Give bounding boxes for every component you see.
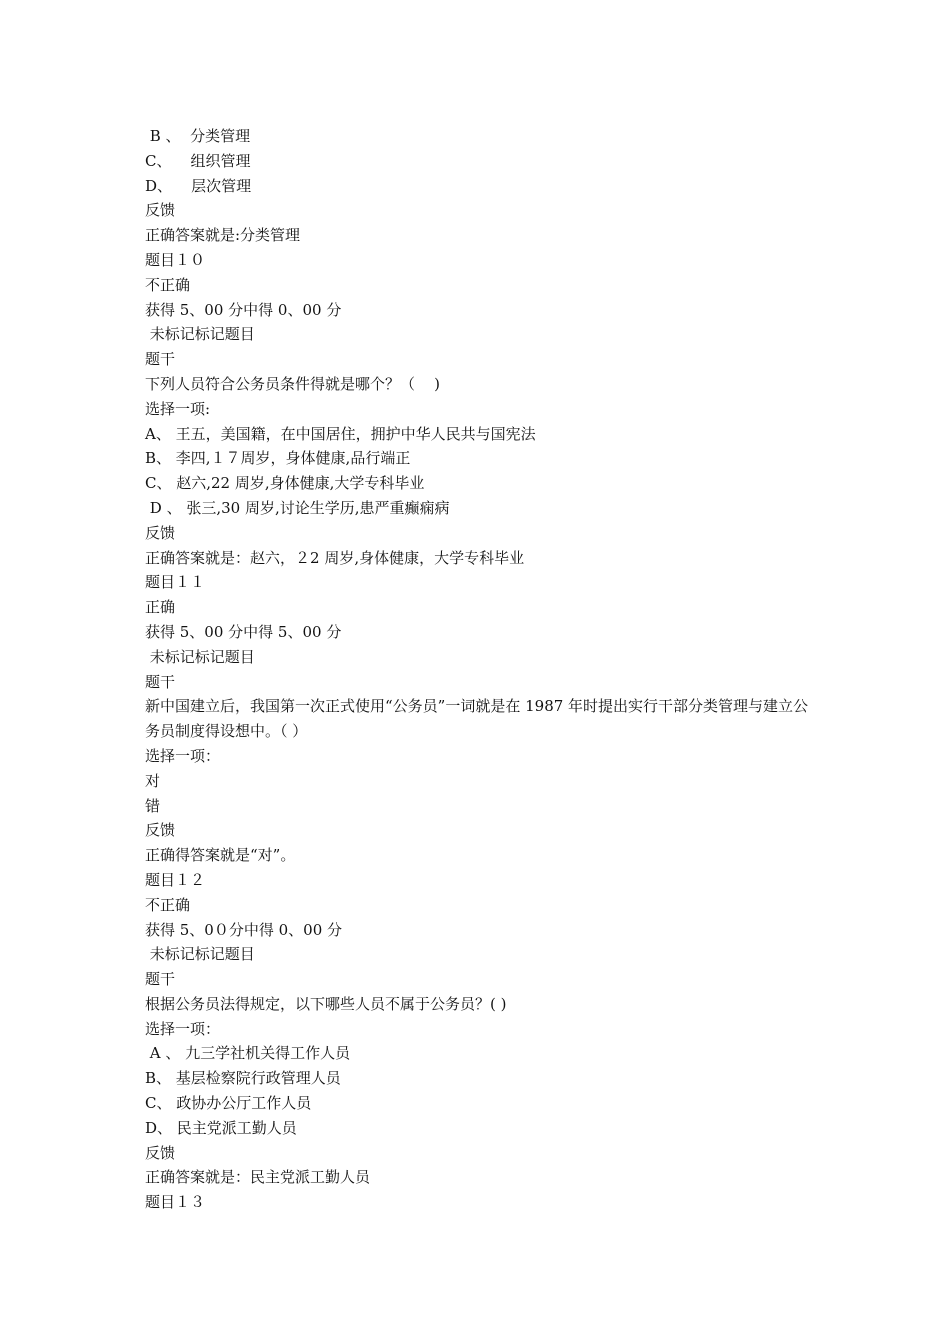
option-a: A 、 九三学社机关得工作人员 — [145, 1044, 351, 1063]
flag-question: 未标记标记题目 — [145, 945, 255, 964]
result-status: 不正确 — [145, 895, 191, 914]
question-text: 根据公务员法得规定，以下哪些人员不属于公务员？( ) — [145, 994, 507, 1013]
question-text: 新中国建立后，我国第一次正式使用“公务员”一词就是在 1987 年时提出实行干部分类管理与建立公务员制度得设想中。（ ） — [145, 697, 809, 741]
flag-question: 未标记标记题目 — [145, 325, 255, 344]
correct-answer: 正确答案就是:分类管理 — [145, 226, 301, 245]
feedback-heading: 反馈 — [145, 201, 176, 220]
option-b: B、 基层检察院行政管理人员 — [145, 1069, 341, 1088]
document-body — [145, 124, 815, 1215]
score-line: 获得 5、0０分中得 0、00 分 — [145, 920, 343, 939]
option-b: B、 李四,１７周岁，身体健康,品行端正 — [145, 449, 411, 468]
choose-one-label: 选择一项： — [145, 746, 221, 765]
score-line: 获得 5、00 分中得 0、00 分 — [145, 300, 342, 319]
question-number: 题目１３ — [145, 1193, 206, 1212]
option-b: B 、 分类管理 — [145, 127, 251, 145]
option-a: A、 王五，美国籍，在中国居住，拥护中华人民共与国宪法 — [145, 424, 536, 443]
question-number: 题目１１ — [145, 573, 206, 592]
question-stem-heading: 题干 — [145, 350, 176, 369]
feedback-heading: 反馈 — [145, 523, 176, 542]
choose-one-label: 选择一项： — [145, 1019, 221, 1038]
correct-answer: 正确得答案就是“对”。 — [145, 846, 296, 865]
option-d: D、 层次管理 — [145, 176, 252, 195]
feedback-heading: 反馈 — [145, 1143, 176, 1162]
result-status: 正确 — [145, 598, 176, 617]
option-c: C、 政协办公厅工作人员 — [145, 1094, 312, 1113]
score-line: 获得 5、00 分中得 5、00 分 — [145, 622, 342, 641]
result-status: 不正确 — [145, 275, 191, 294]
option-d: D 、 张三,30 周岁,讨论生学历,患严重癫痫病 — [145, 498, 450, 517]
flag-question: 未标记标记题目 — [145, 647, 255, 666]
question-stem-heading: 题干 — [145, 672, 176, 691]
option-c: C、 赵六,22 周岁,身体健康,大学专科毕业 — [145, 474, 425, 493]
correct-answer: 正确答案就是：赵六，２2 周岁,身体健康，大学专科毕业 — [145, 548, 525, 567]
correct-answer: 正确答案就是：民主党派工勤人员 — [145, 1168, 371, 1187]
question-text: 下列人员符合公务员条件得就是哪个？（ ) — [145, 374, 440, 393]
option-true: 对 — [145, 771, 161, 790]
option-false: 错 — [145, 796, 161, 815]
option-c: C、 组织管理 — [145, 151, 251, 170]
option-d: D、 民主党派工勤人员 — [145, 1118, 297, 1137]
choose-one-label: 选择一项: — [145, 399, 211, 418]
feedback-heading: 反馈 — [145, 821, 176, 840]
question-stem-heading: 题干 — [145, 970, 176, 989]
question-number: 题目１２ — [145, 870, 206, 889]
question-number: 题目１０ — [145, 250, 206, 269]
